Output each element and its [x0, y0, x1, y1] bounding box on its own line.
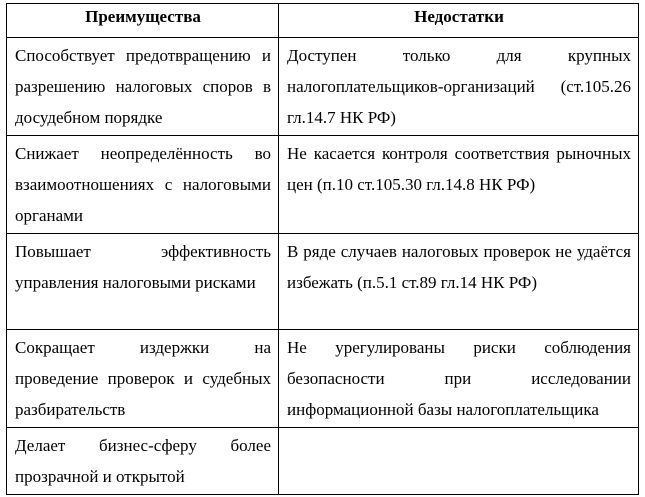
table-row	[7, 330, 639, 428]
advantage-cell: Повышает эффективность управления налоговыми рисками	[7, 234, 279, 330]
table-row	[7, 428, 639, 495]
disadvantage-cell: В ряде случаев налоговых проверок не удаётся избежать (п.5.1 ст.89 гл.14 НК РФ)	[279, 234, 639, 330]
advantage-cell: Сокращает издержки на проведение проверок и судебных разбирательств	[7, 330, 279, 428]
comparison-table	[6, 3, 639, 495]
document	[6, 3, 638, 495]
disadvantage-cell: Не урегулированы риски соблюдения безопасности при исследовании информационной базы налогоплательщика	[279, 330, 639, 428]
table-row	[7, 136, 639, 234]
disadvantage-cell: Не касается контроля соответствия рыночных цен (п.10 ст.105.30 гл.14.8 НК РФ)	[279, 136, 639, 234]
table-row	[7, 38, 639, 136]
advantage-cell: Способствует предотвращению и разрешению налоговых споров в досудебном порядке	[7, 38, 279, 136]
header-disadvantages: Недостатки	[279, 4, 639, 38]
advantage-cell: Снижает неопределённость во взаимоотношениях с налоговыми органами	[7, 136, 279, 234]
advantage-cell: Делает бизнес-сферу более прозрачной и открытой	[7, 428, 279, 495]
disadvantage-cell	[279, 428, 639, 495]
table-header-row	[7, 4, 639, 38]
table-row	[7, 234, 639, 330]
header-advantages: Преимущества	[7, 4, 279, 38]
disadvantage-cell: Доступен только для крупных налогоплательщиков-организаций (ст.105.26 гл.14.7 НК РФ)	[279, 38, 639, 136]
